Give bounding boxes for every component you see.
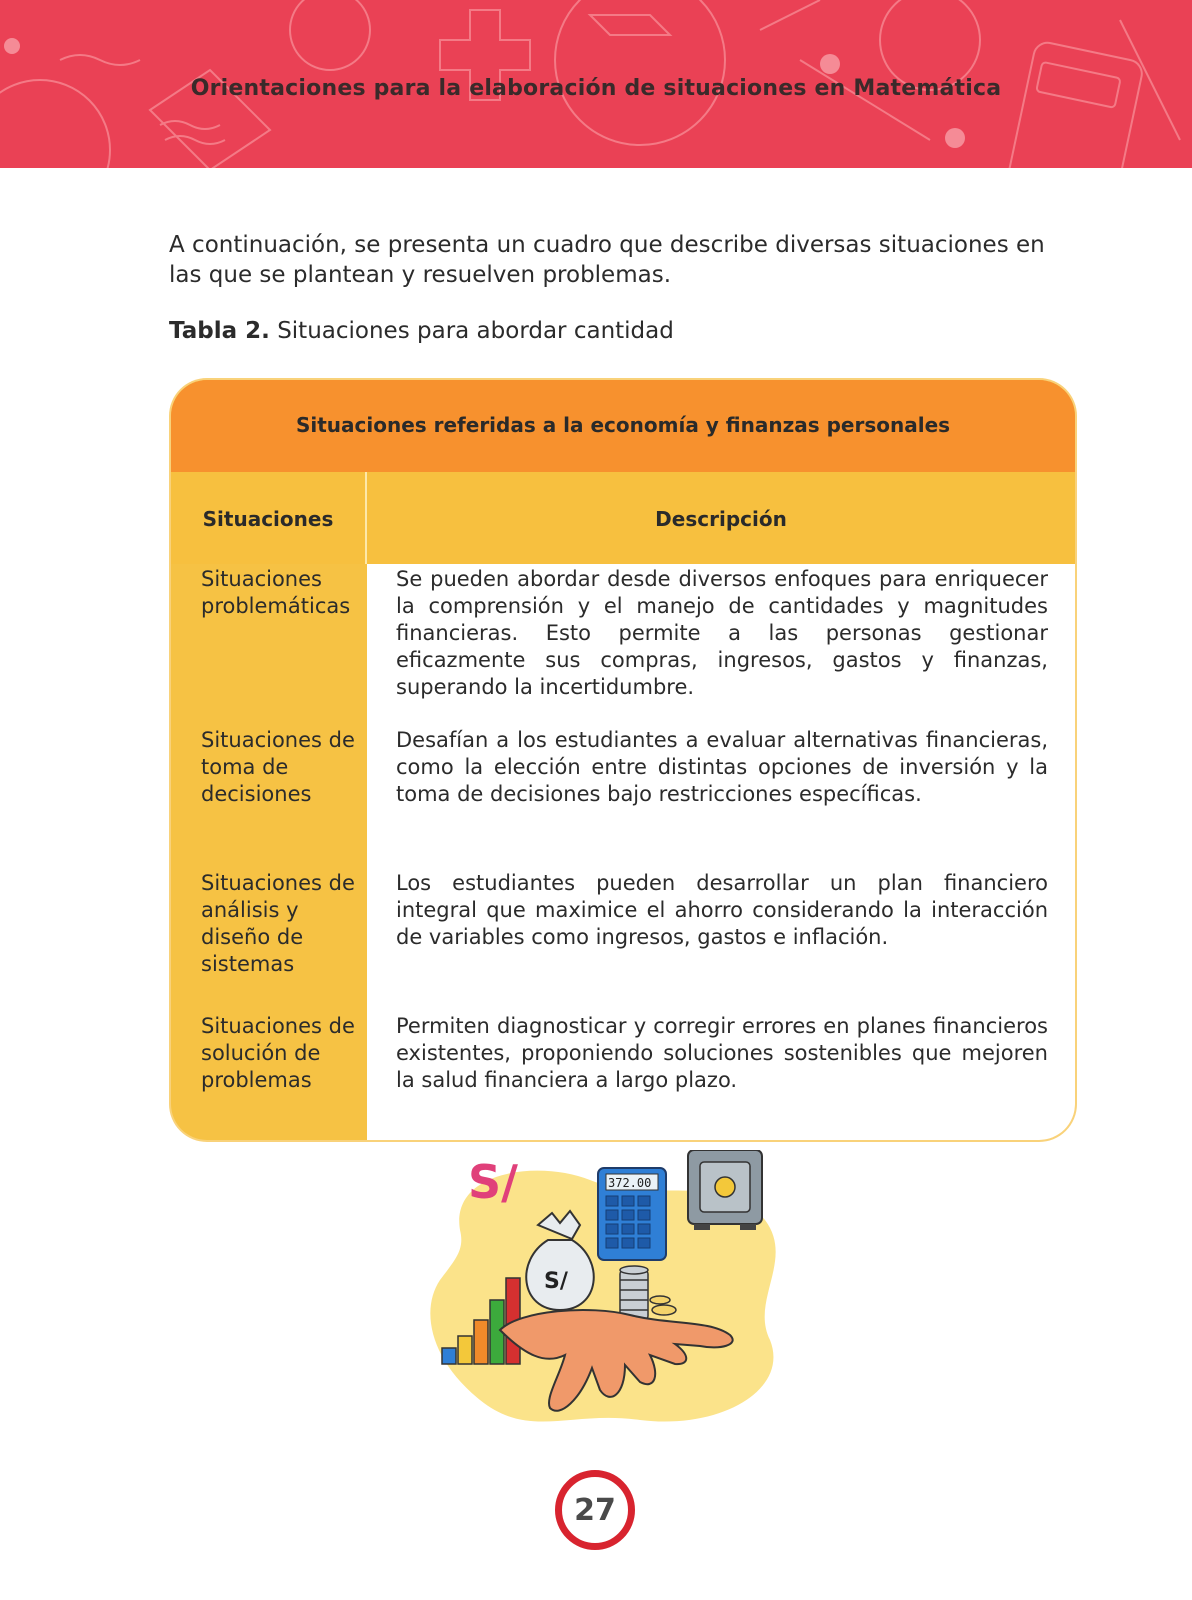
- finance-illustration: [420, 1150, 790, 1440]
- table-title-bar: [171, 380, 1075, 472]
- table-caption-label: Tabla 2.: [169, 318, 270, 344]
- table-caption: [169, 318, 674, 344]
- column-header-situations-label: Situaciones: [202, 507, 334, 531]
- column-header-description: [367, 472, 1075, 564]
- row-situation: Situaciones de toma de decisiones: [201, 728, 355, 806]
- header-title: Orientaciones para la elaboración de situaciones en Matemática: [190, 76, 1002, 101]
- table-caption-text: Situaciones para abordar cantidad: [277, 318, 674, 344]
- page-number-badge: [555, 1470, 635, 1550]
- page-number: 27: [574, 1493, 616, 1528]
- coin-stack-icon: [620, 1266, 648, 1320]
- page-header: [0, 0, 1192, 168]
- row-description: Los estudiantes pueden desarrollar un plan financiero integral que maximice el ahorro considerando la interacción de variables como ingresos, gastos e inflación.: [396, 871, 1048, 949]
- row-description: Desafían a los estudiantes a evaluar alternativas financieras, como la elección entre distintas opciones de inversión y la toma de decisiones bajo restricciones específicas.: [396, 728, 1048, 806]
- row-description: Permiten diagnosticar y corregir errores en planes financieros existentes, proponiendo soluciones sostenibles que mejoren la salud financiera a largo plazo.: [396, 1014, 1048, 1092]
- currency-symbol-icon: S/: [468, 1155, 518, 1209]
- situations-table: [171, 380, 1075, 1140]
- column-header-description-label: Descripción: [655, 507, 787, 531]
- column-header-situations: [171, 472, 365, 564]
- calculator-display: 372.00: [608, 1176, 652, 1190]
- intro-paragraph: A continuación, se presenta un cuadro que describe diversas situaciones en las que se plantean y resuelven problemas.: [169, 232, 1045, 288]
- row-situation: Situaciones problemáticas: [201, 567, 351, 618]
- table-title: Situaciones referidas a la economía y finanzas personales: [295, 413, 951, 437]
- calculator-icon: [598, 1168, 666, 1260]
- row-description: Se pueden abordar desde diversos enfoques para enriquecer la comprensión y el manejo de cantidades y magnitudes financieras. Esto permite a las personas gestionar eficazmente sus compras, ingresos, gastos y finanzas, superando la incertidumbre.: [396, 567, 1048, 699]
- row-situation: Situaciones de solución de problemas: [201, 1014, 355, 1092]
- money-bag-label: S/: [544, 1269, 568, 1294]
- safe-icon: [688, 1150, 762, 1230]
- row-situation: Situaciones de análisis y diseño de sistemas: [201, 871, 355, 976]
